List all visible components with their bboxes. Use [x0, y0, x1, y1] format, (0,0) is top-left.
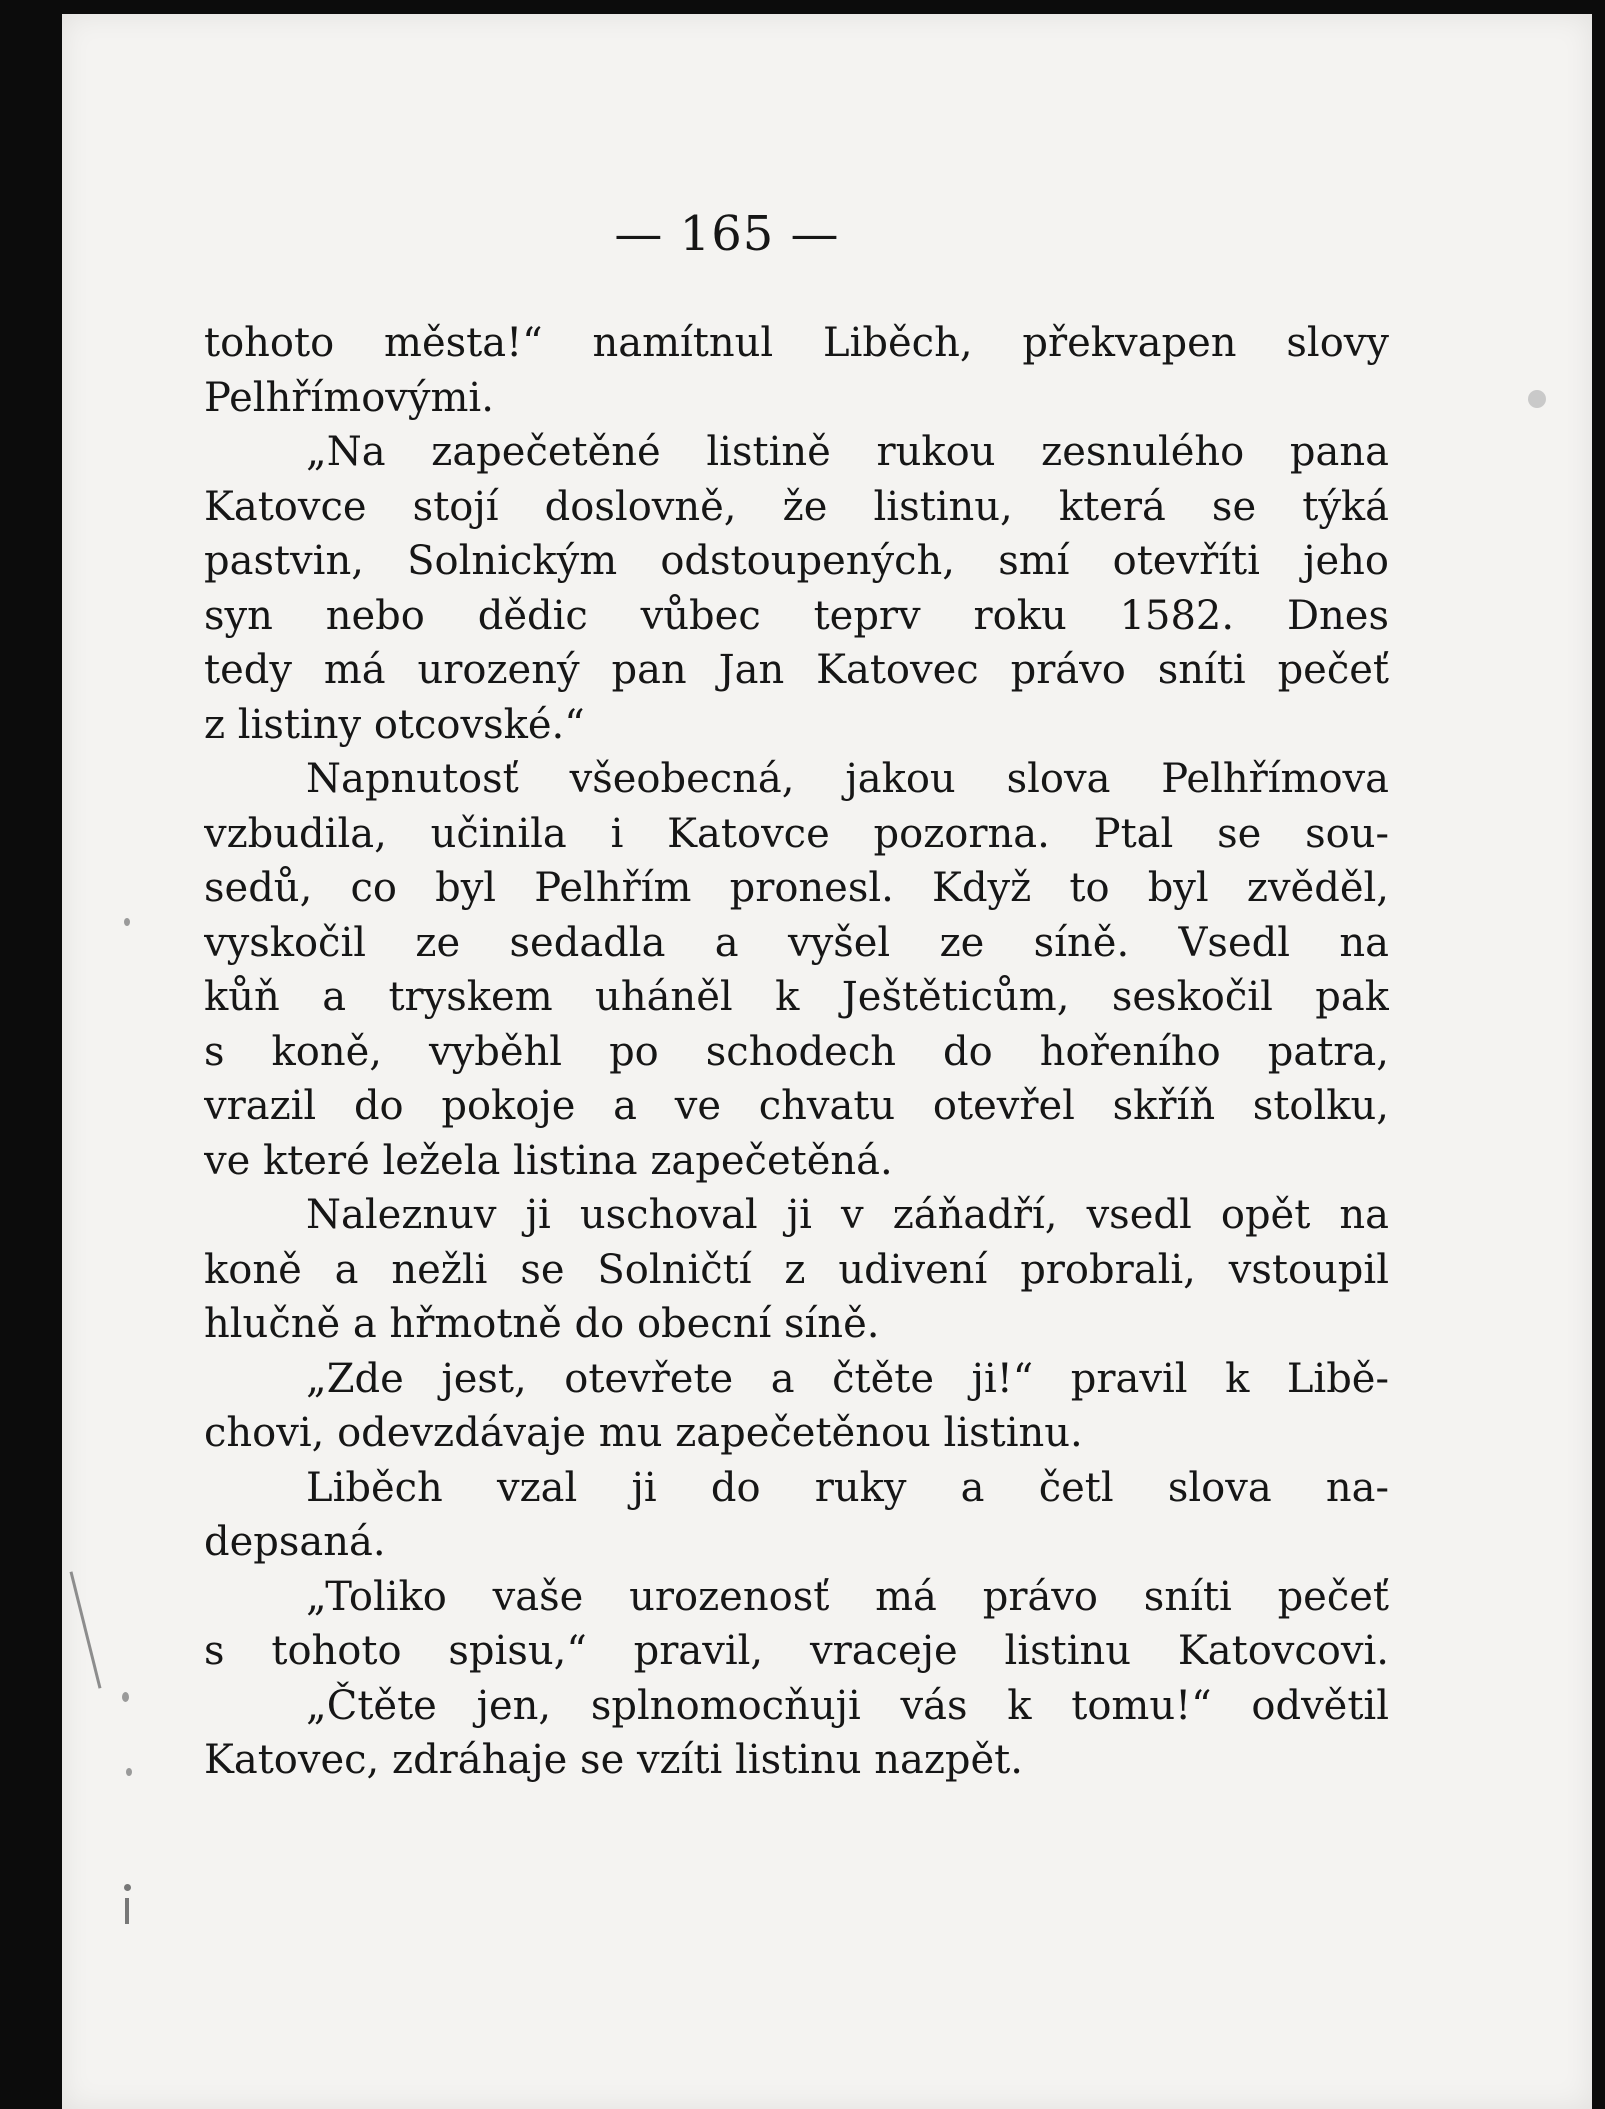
page-number: — 165 —: [614, 206, 840, 262]
scan-line-mark: [70, 1571, 102, 1688]
text-line: koně a nežli se Solničtí z udivení probrali, vstoupil: [204, 1246, 1389, 1293]
text-line: hlučně a hřmotně do obecní síně.: [204, 1301, 880, 1347]
text-line: Pelhřímovými.: [204, 374, 494, 421]
text-line: „Toliko vaše urozenosť má právo sníti pečeť: [306, 1573, 1389, 1620]
scan-speck: [124, 1884, 131, 1891]
text-line: Katovec, zdráhaje se vzíti listinu nazpět.: [204, 1737, 1023, 1783]
text-line: pastvin, Solnickým odstoupených, smí otevříti jeho: [204, 538, 1389, 584]
text-line: kůň a tryskem uháněl k Ještěticům, seskočil pak: [204, 974, 1389, 1020]
text-line: sedů, co byl Pelhřím pronesl. Když to byl zvěděl,: [204, 865, 1389, 911]
text-line: vyskočil ze sedadla a vyšel ze síně. Vsedl na: [204, 919, 1389, 966]
text-line: vzbudila, učinila i Katovce pozorna. Ptal se sou-: [204, 810, 1389, 857]
text-line: z listiny otcovské.“: [204, 701, 585, 748]
scan-speck: [1528, 390, 1546, 408]
text-line: Naleznuv ji uschoval ji v záňadří, vsedl opět na: [306, 1192, 1389, 1238]
scan-speck: [126, 1768, 132, 1776]
text-line: „Zde jest, otevřete a čtěte ji!“ pravil k Libě-: [306, 1355, 1389, 1402]
text-line: „Čtěte jen, splnomocňuji vás k tomu!“ odvětil: [306, 1682, 1389, 1729]
text-line: Katovce stojí doslovně, že listinu, která se týká: [204, 483, 1389, 530]
text-line: tedy má urozený pan Jan Katovec právo sníti pečeť: [204, 647, 1389, 693]
scan-line-mark: [125, 1898, 129, 1924]
text-line: s tohoto spisu,“ pravil, vraceje listinu Katovcovi.: [204, 1628, 1389, 1674]
text-line: Napnutosť všeobecná, jakou slova Pelhřímova: [306, 756, 1389, 802]
book-page: [62, 14, 1592, 2109]
text-line: ve které ležela listina zapečetěná.: [204, 1137, 893, 1184]
text-line: „Na zapečetěné listině rukou zesnulého pana: [306, 429, 1389, 475]
text-line: chovi, odevzdávaje mu zapečetěnou listinu.: [204, 1410, 1083, 1456]
scan-speck: [122, 1692, 129, 1702]
text-line: depsaná.: [204, 1519, 386, 1565]
text-line: syn nebo dědic vůbec teprv roku 1582. Dnes: [204, 592, 1389, 639]
text-line: tohoto města!“ namítnul Liběch, překvapen slovy: [204, 320, 1389, 366]
text-line: s koně, vyběhl po schodech do hořeního patra,: [204, 1028, 1389, 1075]
body-text: [204, 316, 1389, 1788]
text-line: vrazil do pokoje a ve chvatu otevřel skříň stolku,: [204, 1083, 1389, 1129]
scan-speck: [124, 918, 130, 926]
text-line: Liběch vzal ji do ruky a četl slova na-: [306, 1464, 1389, 1511]
